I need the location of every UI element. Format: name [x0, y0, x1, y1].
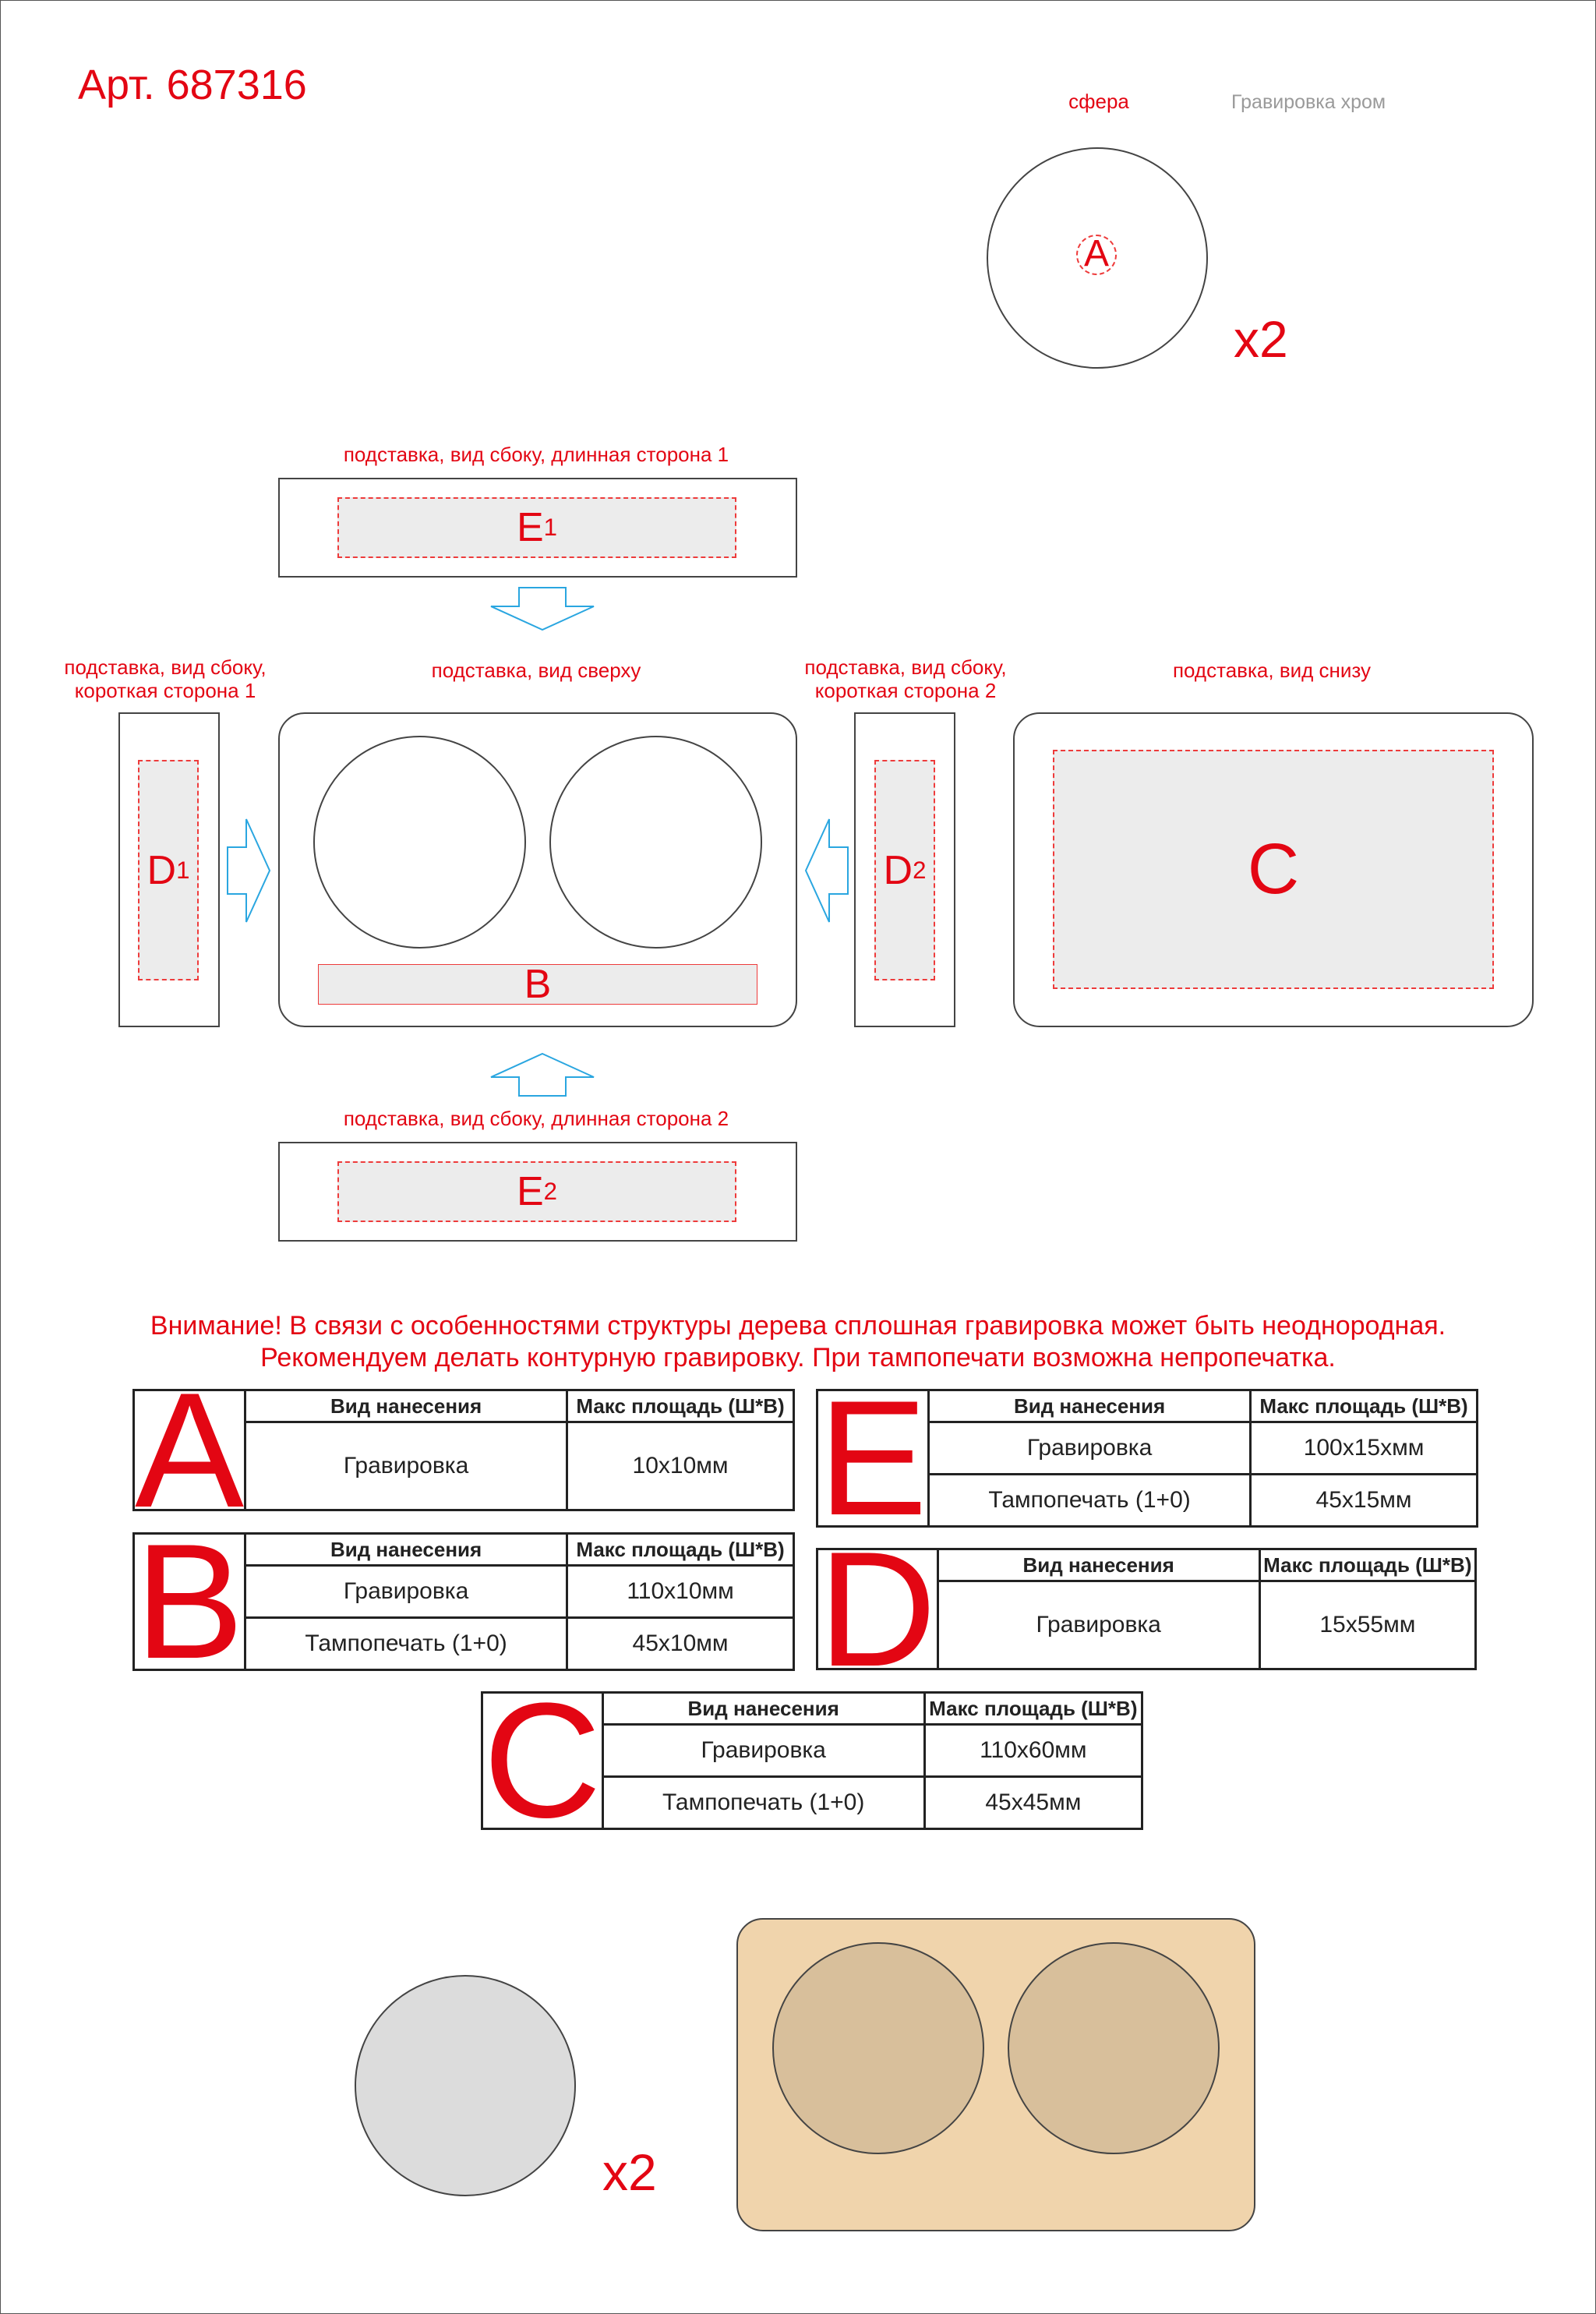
- warning-line-2: Рекомендуем делать контурную гравировку. При тампопечати возможна непропечатка.: [260, 1343, 1336, 1373]
- wood-stand-well-right: [1008, 1942, 1220, 2154]
- article-title: Арт. 687316: [78, 62, 307, 108]
- table-c-header-method: Вид нанесения: [602, 1693, 924, 1725]
- table-b-letter: B: [135, 1510, 245, 1693]
- sphere-label: сфера: [1068, 90, 1129, 113]
- table-b-row-2-method: Тампопечать (1+0): [245, 1618, 567, 1670]
- table-a-header-method: Вид нанесения: [245, 1390, 567, 1422]
- table-d-header-area: Макс площадь (Ш*В): [1259, 1549, 1475, 1581]
- zone-e1: [337, 497, 736, 558]
- wood-stand-well-left: [772, 1942, 984, 2154]
- short-side-2-label: подставка, вид сбоку, короткая сторона 2: [804, 655, 1007, 702]
- table-d-letter: D: [818, 1517, 937, 1701]
- table-d-row-1-method: Гравировка: [937, 1581, 1259, 1669]
- spec-table-c: [481, 1669, 1143, 1852]
- chrome-sphere-illustration: [355, 1975, 576, 2196]
- arrow-right: [226, 816, 271, 925]
- zone-b-letter: B: [524, 962, 552, 1007]
- long-side-1-label: подставка, вид сбоку, длинная сторона 1: [343, 443, 729, 466]
- table-d-header-method: Вид нанесения: [937, 1549, 1259, 1581]
- sphere-zone-letter: A: [1083, 233, 1109, 274]
- table-c-letter: C: [483, 1669, 602, 1852]
- arrow-left: [804, 816, 849, 925]
- bottom-multiplier: x2: [602, 2143, 657, 2201]
- table-b-row-1-area: 110x10мм: [567, 1566, 794, 1618]
- table-c-row-1-area: 110x60мм: [924, 1725, 1142, 1777]
- zone-b: [318, 964, 757, 1005]
- table-c-row-1-method: Гравировка: [602, 1725, 924, 1777]
- engraving-note: Гравировка хром: [1231, 91, 1386, 113]
- zone-e2: [337, 1161, 736, 1222]
- short-side-1-label: подставка, вид сбоку, короткая сторона 1: [64, 655, 267, 702]
- zone-e1-letter: E: [516, 505, 544, 550]
- zone-d2: [874, 760, 935, 980]
- long-side-2-label: подставка, вид сбоку, длинная сторона 2: [343, 1107, 729, 1130]
- zone-d2-letter: D: [883, 847, 913, 893]
- table-b-row-1-method: Гравировка: [245, 1566, 567, 1618]
- zone-d1-sub: 1: [176, 856, 190, 884]
- table-e-header-method: Вид нанесения: [929, 1390, 1251, 1422]
- table-e-row-1-method: Гравировка: [929, 1422, 1251, 1475]
- zone-c: [1053, 750, 1494, 989]
- table-a-header-area: Макс площадь (Ш*В): [567, 1390, 794, 1422]
- zone-e2-sub: 2: [543, 1178, 558, 1205]
- warning-line-1: Внимание! В связи с особенностями структуры дерева сплошная гравировка может быть неоднородная.: [150, 1311, 1446, 1341]
- sphere-multiplier: x2: [1234, 310, 1288, 368]
- table-c-header-area: Макс площадь (Ш*В): [924, 1693, 1142, 1725]
- bottom-view-label: подставка, вид снизу: [1172, 659, 1372, 682]
- spec-table-a: [132, 1358, 795, 1542]
- table-b-header-method: Вид нанесения: [245, 1534, 567, 1566]
- zone-e1-sub: 1: [543, 514, 558, 541]
- table-e-letter: E: [818, 1366, 928, 1549]
- arrow-up: [488, 1052, 597, 1097]
- arrow-down: [488, 586, 597, 631]
- spec-table-e: [816, 1366, 1478, 1549]
- zone-e2-letter: E: [516, 1169, 544, 1214]
- table-b-header-area: Макс площадь (Ш*В): [567, 1534, 794, 1566]
- table-a-row-1-method: Гравировка: [245, 1422, 567, 1510]
- table-e-row-2-area: 45x15мм: [1251, 1475, 1478, 1527]
- table-c-row-2-method: Тампопечать (1+0): [602, 1777, 924, 1829]
- top-view-well-right: [549, 736, 762, 949]
- zone-d1: [138, 760, 199, 980]
- table-e-row-1-area: 100x15хмм: [1251, 1422, 1478, 1475]
- zone-d2-sub: 2: [913, 856, 927, 884]
- zone-c-letter: C: [1247, 829, 1300, 909]
- top-view-label: подставка, вид сверху: [431, 659, 641, 682]
- table-e-row-2-method: Тампопечать (1+0): [929, 1475, 1251, 1527]
- spec-table-d: [816, 1517, 1477, 1701]
- top-view-well-left: [313, 736, 526, 949]
- table-a-row-1-area: 10x10мм: [567, 1422, 794, 1510]
- zone-d1-letter: D: [147, 847, 177, 893]
- table-c-row-2-area: 45x45мм: [924, 1777, 1142, 1829]
- table-e-header-area: Макс площадь (Ш*В): [1251, 1390, 1478, 1422]
- table-d-row-1-area: 15x55мм: [1259, 1581, 1475, 1669]
- table-a-letter: A: [135, 1358, 245, 1542]
- table-b-row-2-area: 45x10мм: [567, 1618, 794, 1670]
- spec-table-b: [132, 1510, 795, 1693]
